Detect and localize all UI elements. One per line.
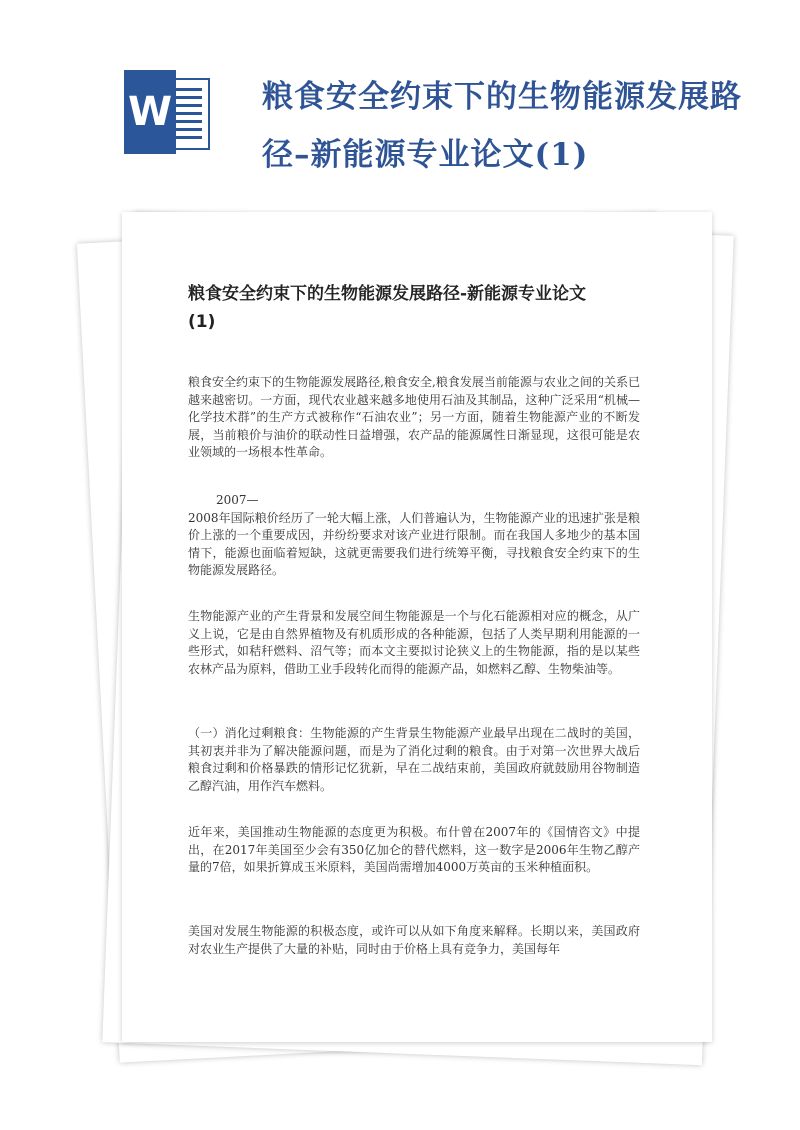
word-document-icon	[124, 70, 220, 154]
paragraph-intro: 粮食安全约束下的生物能源发展路径,粮食安全,粮食发展当前能源与农业之间的关系已越来越密切。一方面，现代农业越来越多地使用石油及其制品，这种广泛采用“机械—化学技术群”的生产方式被称作“石油农业”；另一方面，随着生物能源产业的不断发展，当前粮价与油价的联动性日益增强，农产品的能源属性日渐显现，这很可能是农业领域的一场根本性革命。	[188, 375, 640, 459]
document-title: 粮食安全约束下的生物能源发展路径-新能源专业论文(1)	[188, 284, 587, 332]
paragraph-background: 生物能源产业的产生背景和发展空间生物能源是一个与化石能源相对应的概念，从广义上说，它是由自然界植物及有机质形成的各种能源，包括了人类早期利用能源的一些形式，如秸秆燃料、沼气等；而本文主要拟讨论狭义上的生物能源，指的是以某些农林产品为原料，借助工业手段转化而得的能源产品，如燃料乙醇、生物柴油等。	[188, 609, 640, 676]
paragraph-lead-year: 2007—	[216, 493, 259, 507]
page-title: 粮食安全约束下的生物能源发展路径–新能源专业论文(1)	[262, 79, 742, 173]
paragraph-grain-price-text: 2008年国际粮价经历了一轮大幅上涨，人们普遍认为，生物能源产业的迅速扩张是粮价上涨的一个重要成因，并纷纷要求对该产业进行限制。而在我国人多地少的基本国情下，能源也面临着短缺，这就更需要我们进行统筹平衡，寻找粮食安全约束下的生物能源发展路径。	[188, 510, 640, 577]
paragraph-us-attitude: 美国对发展生物能源的积极态度，或许可以从如下角度来解释。长期以来，美国政府对农业生产提供了大量的补贴，同时由于价格上具有竞争力，美国每年	[188, 924, 640, 956]
paragraph-recent-years: 近年来，美国推动生物能源的态度更为积极。布什曾在2007年的《国情咨文》中提出，在2017年美国至少会有350亿加仑的替代燃料，这一数字是2006年生物乙醇产量的7倍，如果折算成玉米原料，美国尚需增加4000万英亩的玉米种植面积。	[188, 825, 640, 874]
paragraph-section-one: （一）消化过剩粮食：生物能源的产生背景生物能源产业最早出现在二战时的美国，其初衷并非为了解决能源问题，而是为了消化过剩的粮食。由于对第一次世界大战后粮食过剩和价格暴跌的情形记忆犹新，早在二战结束前，美国政府就鼓励用谷物制造乙醇汽油，用作汽车燃料。	[188, 726, 640, 793]
paragraph-grain-price	[188, 492, 640, 580]
word-logo-letter: W	[124, 70, 176, 154]
document-page	[122, 212, 712, 1042]
